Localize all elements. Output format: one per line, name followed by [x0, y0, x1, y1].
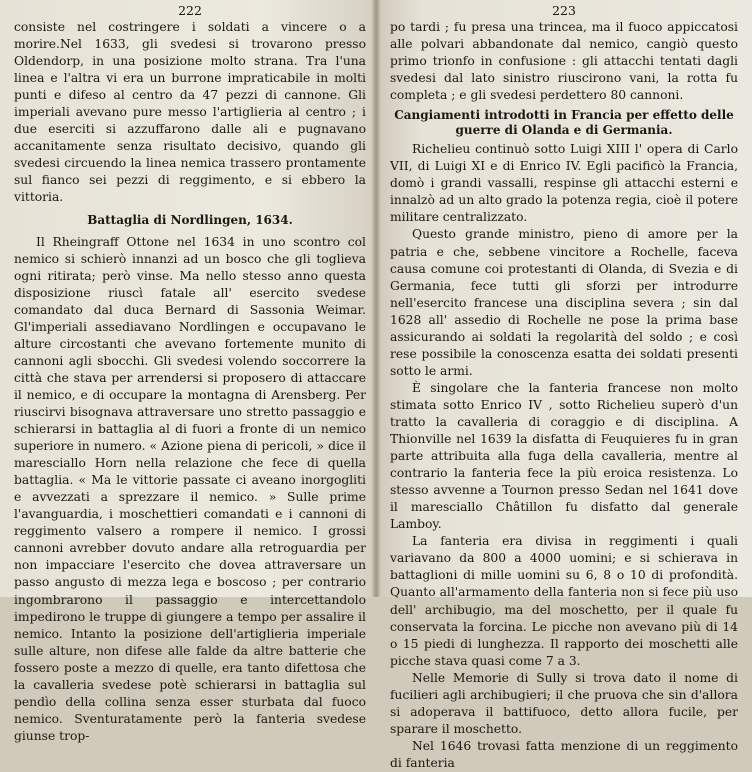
book-gutter	[371, 0, 381, 597]
left-page	[0, 0, 376, 743]
page-number: 222	[178, 3, 202, 18]
right-page	[376, 0, 752, 770]
paragraph: po tardi ; fu presa una trincea, ma il fuoco appiccatosi alle polvari abbandonate dal nemico, cangiò questo primo trionfo in confusione : gli attacchi tentati dagli svedesi dal lato sinistro riuscirono vani, la rotta fu completa ; e gli svedesi perdettero 80 cannoni.	[390, 20, 738, 103]
paragraph: Questo grande ministro, pieno di amore per la patria e che, sebbene vincitore a Rochelle, faceva causa comune coi protestanti di Olanda, di Svezia e di Germania, fece tutti gli sforzi per introdurre nell'esercito francese una disciplina severa ; sin dal 1628 all' assedio di Rochelle ne pose la prima base assicurando ai soldati la regolarità del soldo ; e così rese possibile la conoscenza esatta dei soldati presenti sotto le armi.	[390, 227, 738, 378]
section-heading-line: Cangiamenti introdotti in Francia per effetto delle	[394, 108, 734, 123]
paragraph: Il Rheingraff Ottone nel 1634 in uno scontro col nemico si schierò innanzi ad un bosco che gli toglieva ogni ritirata; però vinse. Ma nello stesso anno questa disposizione riuscì fatale all' esercito svedese comandato dal duca Bernard di Sassonia Weimar. Gl'imperiali assediavano Nordlingen e occupavano le alture circostanti che avevano fortemente munito di cannoni agli sbocchi. Gli svedesi volendo soccorrere la città che stava per arrendersi si proposero di attaccare il nemico, e di occupare la montagna di Arensberg. Per riuscirvi bisognava attraversare uno stretto passaggio e schierarsi in battaglia al di fuori a fronte di un nemico superiore in numero. « Azione piena di pericoli, » dice il maresciallo Horn nella relazione che fece di quella battaglia. « Ma le vittorie passate ci aveano inorgogliti e avvezzati a sprezzare il nemico. » Sulle prime l'avanguardia, i moschettieri comandati e i cannoni di reggimento valsero a rompere il nemico. I grossi cannoni avrebber dovuto andare alla retroguardia per non impacciare l'esercito che dovea attraversare un passo angusto di mezza lega e boscoso ; per contrario ingombrarono il passaggio e intercettandolo impedirono le truppe di giungere a tempo per assalire il nemico. Intanto la posizione dell'artiglieria imperiale sulle alture, non difese alle falde da altre batterie che fossero poste a mezzo di quelle, era tanto difettosa che la cavalleria svedese potè schierarsi in battaglia sul pendìo della collina senza esser sturbata dal fuoco nemico. Sventuratamente però la fanteria svedese giunse trop-	[14, 234, 366, 743]
page-number: 223	[552, 3, 576, 18]
paragraph: Nelle Memorie di Sully si trova dato il nome di fucilieri agli archibugieri; il che pruova che sin d'allora si adoperava il battifuoco, detto allora fucile, per sparare il moschetto.	[390, 670, 738, 736]
paragraph: Richelieu continuò sotto Luigi XIII l' opera di Carlo VII, di Luigi XI e di Enrico IV. Egli pacificò la Francia, domò i grandi vassalli, respinse gli attacchi esterni e innalzò ad un alto grado la potenza regia, cioè il potere militare centralizzato.	[390, 142, 738, 225]
paragraph: È singolare che la fanteria francese non molto stimata sotto Enrico IV , sotto Richelieu superò d'un tratto la cavalleria di coraggio e di disciplina. A Thionville nel 1639 la disfatta di Feuquieres fu in gran parte attribuita alla fuga della cavalleria, mentre al contrario la fanteria fece la più eroica resistenza. Lo stesso avvenne a Tournon presso Sedan nel 1641 dove il maresciallo Châtillon fu disfatto dal generale Lamboy.	[390, 380, 738, 532]
paragraph: La fanteria era divisa in reggimenti i quali variavano da 800 a 4000 uomini; e si schierava in battaglioni di mille uomini su 6, 8 o 10 di profondità. Quanto all'armamento della fanteria non si fece più uso dell' archibugio, ma del moschetto, per il quale fu conservata la forcina. Le picche non avevano più di 14 o 15 piedi di lunghezza. Il rapporto dei moschetti alle picche stava quasi come 7 a 3.	[390, 534, 738, 668]
paragraph: consiste nel costringere i soldati a vincere o a morire.Nel 1633, gli svedesi si trovarono presso Oldendorp, in una posizione molto strana. Tra l'una linea e l'altra vi era un burrone impraticabile in molti punti e difeso al centro da 47 pezzi di cannone. Gli imperiali avevano pure messo l'artiglieria al centro ; i due eserciti si azzuffarono dalle ali e pugnavano accanitamente senza risultato decisivo, quando gli svedesi circuendo la linea nemica trassero prontamente sul fianco sei pezzi di reggimento, e si ebbero la vittoria.	[14, 20, 366, 205]
section-heading	[390, 108, 738, 138]
section-heading: Battaglia di Nordlingen, 1634.	[87, 212, 293, 227]
paragraph: Nel 1646 trovasi fatta menzione di un reggimento di fanteria	[390, 738, 738, 770]
section-heading-line: guerre di Olanda e di Germania.	[455, 123, 673, 138]
